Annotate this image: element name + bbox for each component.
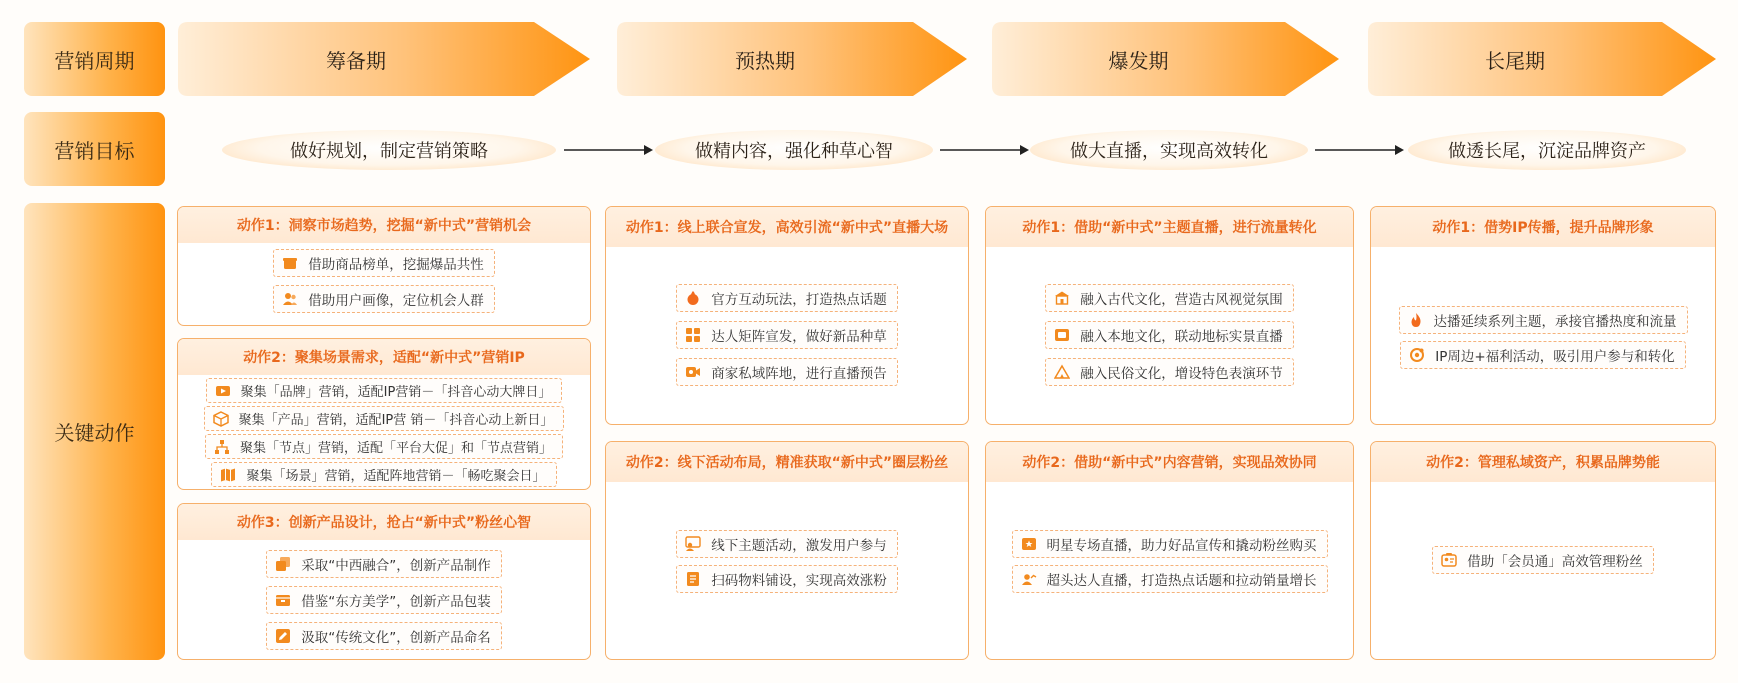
item-text: 借助用户画像，定位机会人群 [308,293,484,309]
list-item [204,406,565,431]
video-icon [215,383,231,399]
tent-icon [1054,364,1070,380]
card-burst-action2 [985,441,1354,660]
item-text: 融入民俗文化，增设特色表演环节 [1080,366,1283,382]
list-item [205,434,563,459]
phase-prep-label: 筹备期 [326,48,386,73]
item-text: 商家私域阵地，进行直播预告 [711,366,887,382]
member-card-icon [1441,552,1457,568]
item-text: IP周边+福利活动，吸引用户参与和转化 [1435,349,1675,365]
cycle-icon [1409,347,1425,363]
package-icon [275,592,291,608]
list-item [1432,546,1654,574]
card-title: 动作3：创新产品设计，抢占“新中式”粉丝心智 [178,504,590,540]
fire-icon [685,290,701,306]
card-title: 动作1：洞察市场趋势，挖掘“新中式”营销机会 [178,207,590,243]
card-prep-action1 [177,206,591,326]
list-item [1045,284,1294,312]
card-title: 动作2：借助“新中式”内容营销，实现品效协同 [986,442,1353,482]
phase-prep [178,22,590,96]
gift-box-icon [282,255,298,271]
card-burst-action1 [985,206,1354,425]
item-text: 融入古代文化，营造古风视觉氛围 [1080,292,1283,308]
map-icon [220,467,236,483]
phase-burst [992,22,1339,96]
list-item [676,321,898,349]
card-title: 动作2：聚集场景需求，适配“新中式”营销IP [178,339,590,375]
document-icon [685,571,701,587]
goal-warmup: 做精内容，强化种草心智 [655,130,933,170]
row-label-actions-text: 关键动作 [54,421,135,445]
goal-longtail: 做透长尾，沉淀品牌资产 [1408,130,1686,170]
item-text: 汲取“传统文化”，创新产品命名 [301,630,491,646]
card-warmup-action2 [605,441,969,660]
list-item [1012,565,1328,593]
item-text: 扫码物料铺设，实现高效涨粉 [711,573,887,589]
card-longtail-action2 [1370,441,1716,660]
list-item [211,462,556,487]
phase-burst-label: 爆发期 [1108,48,1169,73]
star-tv-icon [1021,536,1037,552]
item-text: 官方互动玩法，打造热点话题 [711,292,887,308]
item-text: 明星专场直播，助力好品宣传和撬动粉丝购买 [1046,538,1317,554]
cube-icon [213,411,229,427]
layers-icon [275,556,291,572]
list-item [1012,530,1328,558]
row-label-actions [24,203,165,660]
list-item [1045,321,1294,349]
row-label-cycle-text: 营销周期 [54,48,135,73]
screen-icon [1054,327,1070,343]
card-prep-action2 [177,338,591,490]
goal-burst: 做大直播，实现高效转化 [1030,130,1308,170]
list-item [273,285,495,313]
grid-icon [685,327,701,343]
item-text: 借鉴“东方美学”，创新产品包装 [301,594,491,610]
person-board-icon [685,536,701,552]
item-text: 聚集「品牌」营销，适配IP营销－「抖音心动大牌日」 [240,385,552,400]
list-item [266,550,502,578]
edit-icon [275,628,291,644]
row-label-cycle [24,22,165,96]
card-title: 动作1：线上联合宣发，高效引流“新中式”直播大场 [606,207,968,247]
list-item [676,284,898,312]
item-text: 聚集「产品」营销，适配IP营 销－「抖音心动上新日」 [238,413,554,428]
item-text: 超头达人直播，打造热点话题和拉动销量增长 [1046,573,1317,589]
card-title: 动作1：借助“新中式”主题直播，进行流量转化 [986,207,1353,247]
item-text: 达播延续系列主题，承接官播热度和流量 [1433,314,1677,330]
item-text: 采取“中西融合”，创新产品制作 [301,558,491,574]
card-title: 动作1：借势IP传播，提升品牌形象 [1371,207,1715,247]
phase-warmup [617,22,967,96]
flame-icon [1408,312,1424,328]
item-text: 借助商品榜单，挖掘爆品共性 [308,257,484,273]
live-video-icon [685,364,701,380]
phase-warmup-label: 预热期 [735,48,795,73]
temple-icon [1054,290,1070,306]
list-item [1399,306,1688,334]
item-text: 线下主题活动，激发用户参与 [711,538,887,554]
list-item [676,358,898,386]
phase-longtail [1368,22,1716,96]
card-title: 动作2：管理私域资产，积累品牌势能 [1371,442,1715,482]
item-text: 聚集「场景」营销，适配阵地营销－「畅吃聚会日」 [246,469,546,484]
goal-arrow-1 [562,140,654,160]
list-item [676,565,898,593]
item-text: 融入本地文化，联动地标实景直播 [1080,329,1283,345]
card-title: 动作2：线下活动布局，精准获取“新中式”圈层粉丝 [606,442,968,482]
goal-arrow-3 [1313,140,1405,160]
trend-user-icon [1021,571,1037,587]
card-warmup-action1 [605,206,969,425]
list-item [1045,358,1294,386]
card-longtail-action1 [1370,206,1716,425]
list-item [266,622,502,650]
card-prep-action3 [177,503,591,660]
item-text: 达人矩阵宣发，做好新品种草 [711,329,887,345]
list-item [273,249,495,277]
goal-prep: 做好规划，制定营销策略 [222,130,556,170]
list-item [676,530,898,558]
item-text: 聚集「节点」营销，适配「平台大促」和「节点营销」 [239,441,552,456]
list-item [206,378,563,403]
network-icon [214,439,230,455]
goal-arrow-2 [938,140,1030,160]
users-icon [282,291,298,307]
phase-longtail-label: 长尾期 [1485,48,1545,73]
list-item [266,586,502,614]
row-label-goal [24,112,165,186]
item-text: 借助「会员通」高效管理粉丝 [1467,554,1643,570]
row-label-goal-text: 营销目标 [54,138,135,163]
list-item [1400,341,1685,369]
